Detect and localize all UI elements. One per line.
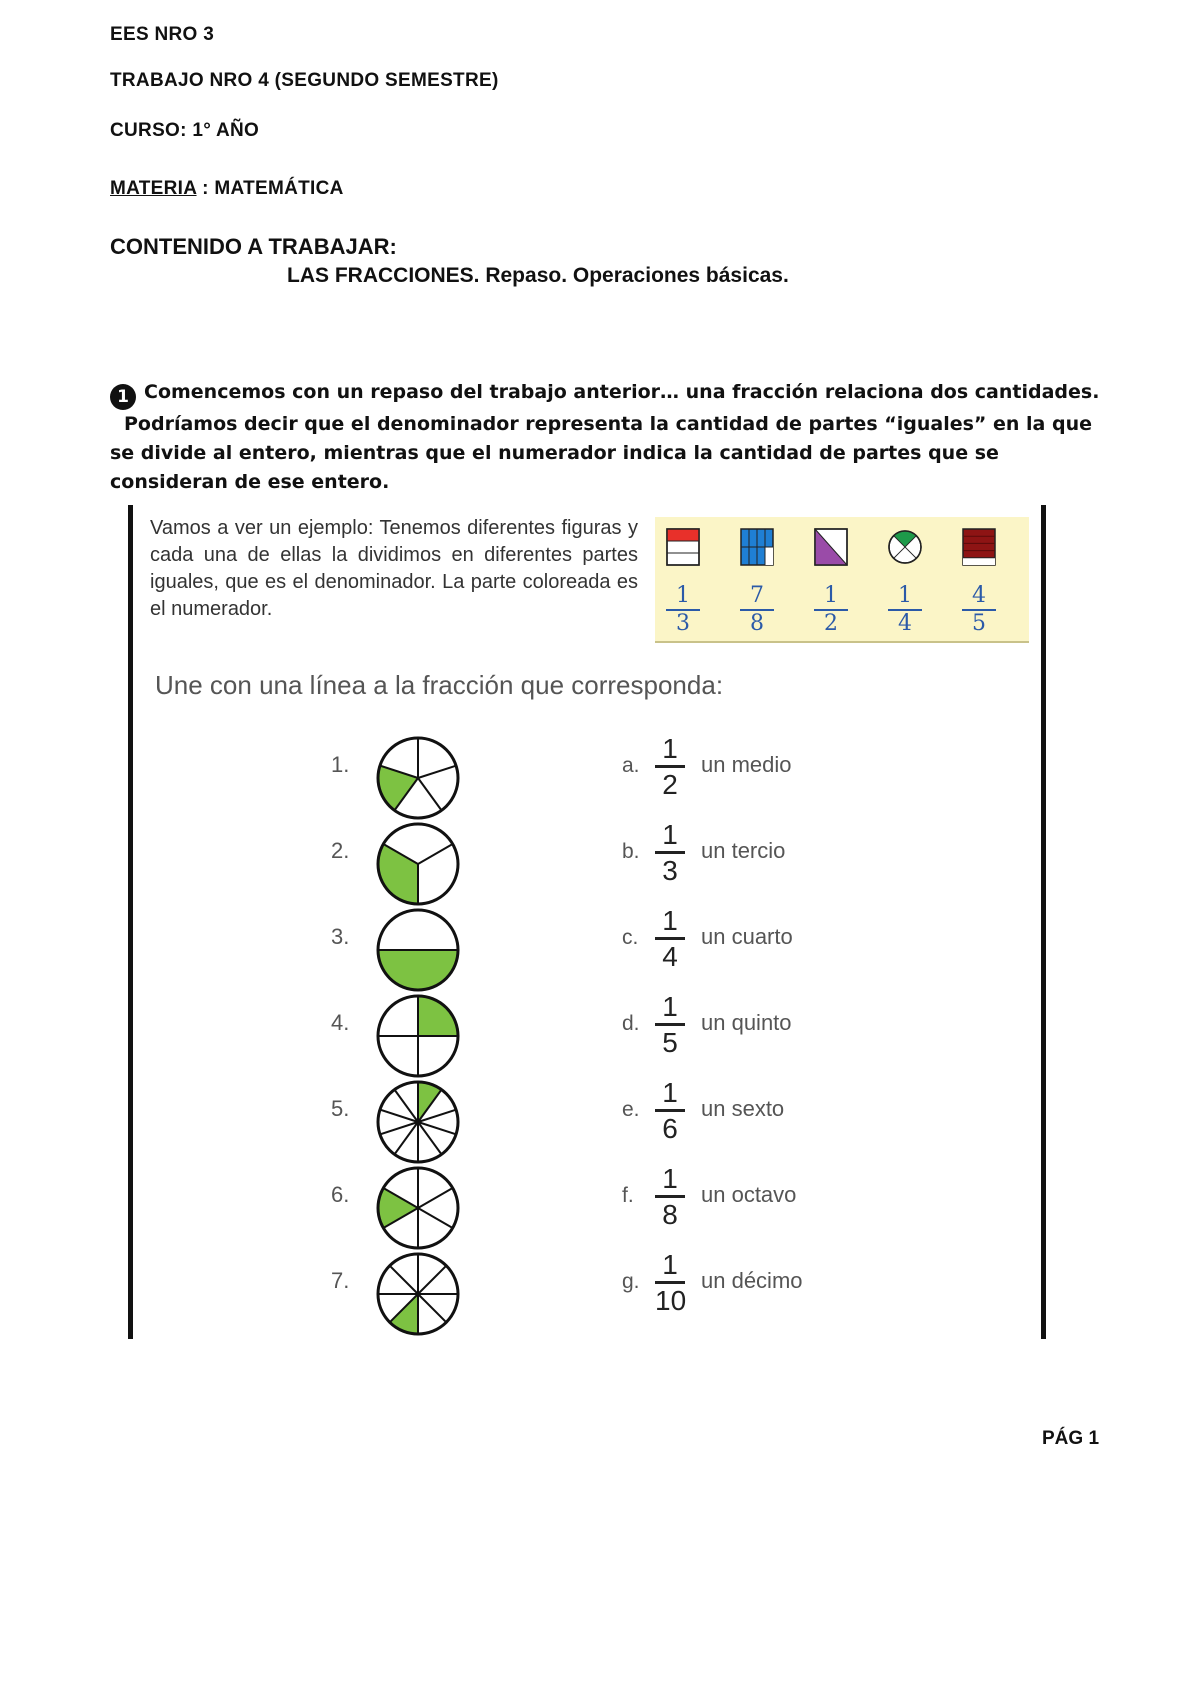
- item-number: 3.: [331, 924, 350, 949]
- circle-quarters-figure-icon: [887, 527, 923, 567]
- handwritten-fraction: 4 5: [959, 583, 999, 637]
- option-word[interactable]: un medio: [701, 752, 792, 777]
- exercise-instruction: Une con una línea a la fracción que corresponda:: [155, 670, 724, 700]
- fraction-circle-icon[interactable]: [373, 733, 463, 823]
- option-letter: b.: [622, 840, 640, 863]
- option-fraction: 1 6: [655, 1078, 685, 1144]
- shaded-sector: [378, 950, 458, 990]
- contenido-subtitle: LAS FRACCIONES. Repaso. Operaciones básicas.: [287, 264, 789, 287]
- example-text: Vamos a ver un ejemplo: Tenemos diferentes figuras y cada una de ellas la dividimos en diferentes partes iguales, que es el denominador. La parte coloreada es el numerador.: [150, 517, 638, 620]
- handwritten-fraction: 1 2: [811, 583, 851, 637]
- fraction-circle-icon[interactable]: [373, 819, 463, 909]
- materia-line: [110, 178, 344, 200]
- handwritten-fraction: 1 4: [885, 583, 925, 637]
- exercise-row: [133, 1160, 1033, 1240]
- exercise-row: [133, 902, 1033, 982]
- option-letter: g.: [622, 1270, 640, 1293]
- exercise-panel: [128, 505, 1046, 1339]
- option-letter: d.: [622, 1012, 640, 1035]
- option-letter: f.: [622, 1184, 634, 1207]
- exercise-row: [133, 816, 1033, 896]
- materia-value: : MATEMÁTICA: [196, 178, 344, 199]
- number-one-bullet-icon: 1: [110, 384, 136, 410]
- division-line: [418, 1188, 453, 1208]
- division-line: [418, 1294, 446, 1322]
- option-fraction: 1 5: [655, 992, 685, 1058]
- option-fraction: 1 10: [655, 1249, 687, 1316]
- option-word[interactable]: un quinto: [701, 1010, 792, 1035]
- page-number: PÁG 1: [1042, 1428, 1100, 1449]
- rectangle-eighths-figure-icon: [739, 527, 775, 567]
- shaded-sector: [390, 1294, 418, 1334]
- fraction-circle-icon[interactable]: [373, 991, 463, 1081]
- option-letter: c.: [622, 926, 639, 949]
- division-line: [418, 844, 453, 864]
- option-word[interactable]: un octavo: [701, 1182, 797, 1207]
- contenido-title: CONTENIDO A TRABAJAR:: [110, 234, 397, 259]
- option-fraction: 1 8: [655, 1164, 685, 1230]
- rectangle-fifths-figure-icon: [961, 527, 997, 567]
- rectangle-thirds-figure-icon: [665, 527, 701, 567]
- item-number: 2.: [331, 838, 350, 863]
- option-letter: e.: [622, 1098, 640, 1121]
- intro-line-2: Podríamos decir que el denominador representa la cantidad de partes “iguales” en la que se divide al entero, mientras que el numerador indica la cantidad de partes que se consideran de ese entero.: [110, 413, 1092, 493]
- option-letter: a.: [622, 754, 640, 777]
- intro-paragraph: [110, 378, 1100, 497]
- item-number: 4.: [331, 1010, 350, 1035]
- school-name: EES NRO 3: [110, 24, 215, 45]
- option-word[interactable]: un sexto: [701, 1096, 785, 1121]
- option-fraction: 1 4: [655, 906, 685, 972]
- intro-line-1: Comencemos con un repaso del trabajo anterior… una fracción relaciona dos cantidades.: [144, 381, 1100, 403]
- item-number: 1.: [331, 752, 350, 777]
- handwritten-fraction: 1 3: [663, 583, 703, 637]
- fraction-circle-icon[interactable]: [373, 905, 463, 995]
- division-line: [418, 766, 456, 778]
- materia-label: MATERIA: [110, 178, 197, 199]
- exercise-row: [133, 1246, 1033, 1326]
- fraction-circle-icon[interactable]: [373, 1077, 463, 1167]
- exercise-row: [133, 988, 1033, 1068]
- item-number: 6.: [331, 1182, 350, 1207]
- division-line: [418, 1208, 453, 1228]
- square-halves-figure-icon: [813, 527, 849, 567]
- fraction-circle-icon[interactable]: [373, 1163, 463, 1253]
- handwritten-fraction: 7 8: [737, 583, 777, 637]
- exercise-row: [133, 1074, 1033, 1154]
- option-word[interactable]: un cuarto: [701, 924, 793, 949]
- option-word[interactable]: un tercio: [701, 838, 786, 863]
- fraction-circle-icon[interactable]: [373, 1249, 463, 1339]
- option-fraction: 1 2: [655, 734, 685, 800]
- division-line: [390, 1266, 418, 1294]
- option-fraction: 1 3: [655, 820, 685, 886]
- curso-label: CURSO: 1° AÑO: [110, 120, 260, 141]
- trabajo-title: TRABAJO NRO 4 (SEGUNDO SEMESTRE): [110, 70, 499, 91]
- exercise-row: [133, 730, 1033, 810]
- option-word[interactable]: un décimo: [701, 1268, 803, 1293]
- example-figures: [655, 517, 1029, 643]
- item-number: 5.: [331, 1096, 350, 1121]
- shaded-sector: [378, 1188, 418, 1228]
- division-line: [418, 778, 442, 810]
- item-number: 7.: [331, 1268, 350, 1293]
- division-line: [418, 1266, 446, 1294]
